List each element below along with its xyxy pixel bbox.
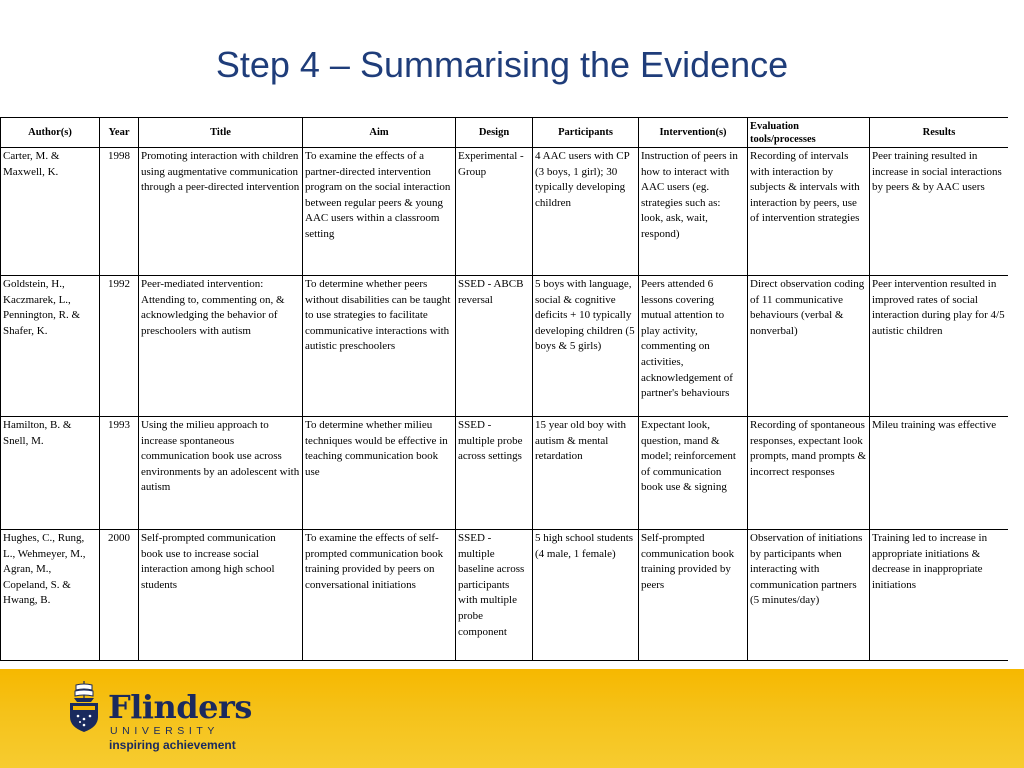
cell-title: Promoting interaction with children using augmentative communication through a peer-directed intervention: [139, 148, 303, 276]
cell-evaluation: Recording of spontaneous responses, expectant look prompts, mand prompts & incorrect responses: [748, 417, 870, 530]
table-row: [1, 276, 1009, 417]
table-row: [1, 148, 1009, 276]
slide-title: Step 4 – Summarising the Evidence: [215, 44, 789, 85]
cell-intervention: Instruction of peers in how to interact with AAC users (eg. strategies such as: look, ask, wait, respond): [639, 148, 748, 276]
cell-results: Peer training resulted in increase in social interactions by peers & by AAC users: [870, 148, 1009, 276]
cell-year: 1993: [100, 417, 139, 530]
cell-aim: To examine the effects of self-prompted communication book training provided by peers on conversational initiations: [303, 530, 456, 661]
table-header-row: [1, 118, 1009, 148]
cell-results: Peer intervention resulted in improved rates of social interaction during play for 4/5 autistic children: [870, 276, 1009, 417]
cell-year: 1998: [100, 148, 139, 276]
cell-evaluation: Direct observation coding of 11 communicative behaviours (verbal & nonverbal): [748, 276, 870, 417]
column-header-design: Design: [456, 118, 533, 148]
cell-aim: To determine whether milieu techniques would be effective in teaching communication book use: [303, 417, 456, 530]
column-header-evaluation: Evaluation tools/processes: [748, 118, 870, 148]
cell-design: SSED - multiple baseline across participants with multiple probe component: [456, 530, 533, 661]
university-crest-icon: [66, 679, 102, 733]
cell-title: Using the milieu approach to increase spontaneous communication book use across environments by an adolescent with autism: [139, 417, 303, 530]
cell-aim: To examine the effects of a partner-directed intervention program on the social interaction between regular peers & young AAC users within a classroom setting: [303, 148, 456, 276]
cell-results: Mileu training was effective: [870, 417, 1009, 530]
cell-author: Hamilton, B. & Snell, M.: [1, 417, 100, 530]
evidence-table-container: [0, 117, 1008, 663]
cell-year: 1992: [100, 276, 139, 417]
brand-subtitle: UNIVERSITY: [110, 725, 220, 737]
brand-tagline: inspiring achievement: [109, 738, 236, 752]
cell-aim: To determine whether peers without disabilities can be taught to use strategies to facilitate communicative interactions with autistic preschoolers: [303, 276, 456, 417]
cell-author: Hughes, C., Rung, L., Wehmeyer, M., Agran, M., Copeland, S. & Hwang, B.: [1, 530, 100, 661]
cell-year: 2000: [100, 530, 139, 661]
cell-design: SSED - ABCB reversal: [456, 276, 533, 417]
column-header-author: Author(s): [1, 118, 100, 148]
cell-participants: 4 AAC users with CP (3 boys, 1 girl); 30 typically developing children: [533, 148, 639, 276]
cell-participants: 15 year old boy with autism & mental retardation: [533, 417, 639, 530]
cell-participants: 5 boys with language, social & cognitive deficits + 10 typically developing children (5 boys & 5 girls): [533, 276, 639, 417]
table-row: [1, 530, 1009, 661]
cell-author: Goldstein, H., Kaczmarek, L., Pennington, R. & Shafer, K.: [1, 276, 100, 417]
cell-title: Peer-mediated intervention: Attending to, commenting on, & acknowledging the behavior of preschoolers with autism: [139, 276, 303, 417]
column-header-title: Title: [139, 118, 303, 148]
evidence-table: [0, 117, 1008, 661]
cell-evaluation: Observation of initiations by participants when interacting with communication partners (5 minutes/day): [748, 530, 870, 661]
cell-intervention: Expectant look, question, mand & model; reinforcement of communication book use & signing: [639, 417, 748, 530]
cell-evaluation: Recording of intervals with interaction by subjects & intervals with interaction by peers, use of intervention strategies: [748, 148, 870, 276]
column-header-aim: Aim: [303, 118, 456, 148]
cell-participants: 5 high school students (4 male, 1 female): [533, 530, 639, 661]
cell-results: Training led to increase in appropriate initiations & decrease in inappropriate initiations: [870, 530, 1009, 661]
table-row: [1, 417, 1009, 530]
cell-design: SSED - multiple probe across settings: [456, 417, 533, 530]
column-header-participants: Participants: [533, 118, 639, 148]
brand-name: Flinders: [108, 688, 252, 726]
column-header-results: Results: [870, 118, 1009, 148]
cell-intervention: Self-prompted communication book training provided by peers: [639, 530, 748, 661]
column-header-intervention: Intervention(s): [639, 118, 748, 148]
cell-intervention: Peers attended 6 lessons covering mutual attention to play activity, commenting on activities, acknowledgement of partner's behaviours: [639, 276, 748, 417]
column-header-year: Year: [100, 118, 139, 148]
cell-author: Carter, M. & Maxwell, K.: [1, 148, 100, 276]
cell-design: Experimental - Group: [456, 148, 533, 276]
cell-title: Self-prompted communication book use to increase social interaction among high school students: [139, 530, 303, 661]
